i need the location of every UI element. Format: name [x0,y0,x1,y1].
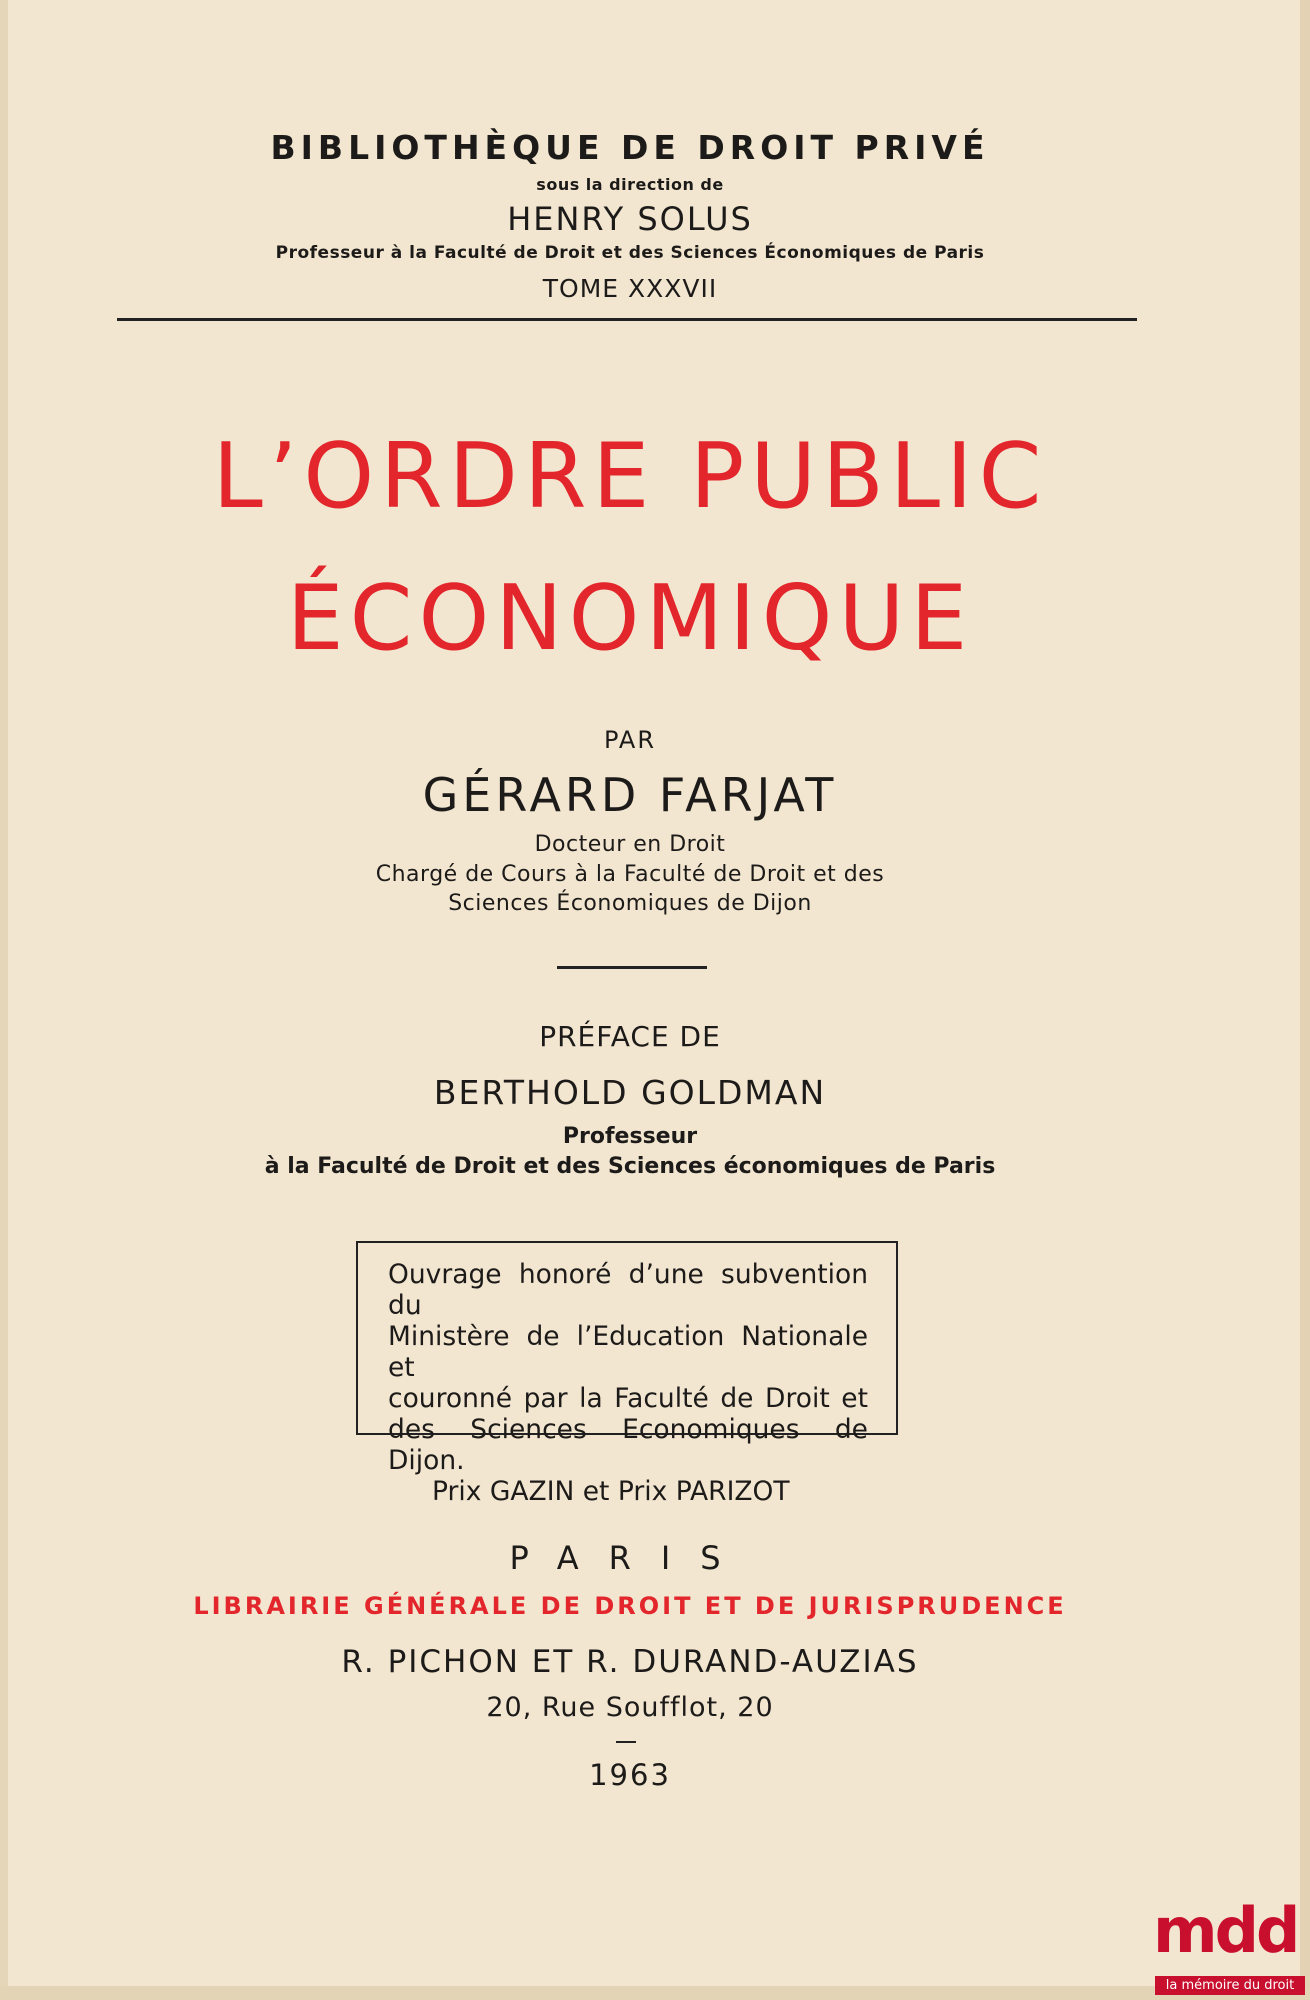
preface-label: PRÉFACE DE [539,1020,721,1053]
mdd-logo [1147,1896,1307,1996]
preface-author-role-2: à la Faculté de Droit et des Sciences économiques de Paris [264,1154,996,1179]
imprint-city: PARIS [509,1539,751,1577]
page-edge-bottom [0,1986,1310,2000]
header-divider [117,318,1137,321]
series-director: HENRY SOLUS [507,200,753,238]
award-box [356,1241,898,1507]
imprint-publisher: LIBRAIRIE GÉNÉRALE DE DROIT ET DE JURISPRUDENCE [193,1592,1067,1620]
logo-tagline: la mémoire du droit [1155,1976,1305,1995]
book-title-line2: ÉCONOMIQUE [286,566,974,671]
award-line: couronné par la Faculté de Droit et [388,1383,868,1414]
award-line: des Sciences Economiques de Dijon. [388,1414,868,1476]
preface-author-role-1: Professeur [562,1124,698,1149]
book-title-line1: L’ORDRE PUBLIC [212,424,1048,529]
direction-label: sous la direction de [536,175,724,194]
by-label: PAR [603,726,657,754]
imprint-address: 20, Rue Soufflot, 20 [486,1692,774,1723]
award-prizes: Prix GAZIN et Prix PARIZOT [432,1476,790,1507]
director-role: Professeur à la Faculté de Droit et des Sciences Économiques de Paris [275,243,985,263]
tome-number: TOME XXXVII [542,274,718,303]
page-edge-right [1300,0,1310,2000]
preface-author: BERTHOLD GOLDMAN [433,1073,827,1112]
author-divider [557,966,707,969]
award-line: Ministère de l’Education Nationale et [388,1321,868,1383]
author-role-3: Sciences Économiques de Dijon [448,891,812,916]
series-title: BIBLIOTHÈQUE DE DROIT PRIVÉ [270,128,990,167]
author-name: GÉRARD FARJAT [422,768,838,822]
author-role-2: Chargé de Cours à la Faculté de Droit et des [375,862,885,887]
publication-year: 1963 [589,1758,671,1792]
award-line: Ouvrage honoré d’une subvention du [388,1259,868,1321]
imprint-dash [616,1741,636,1743]
author-role-1: Docteur en Droit [534,832,726,857]
logo-text: mdd [1153,1894,1298,1967]
imprint-publisher-names: R. PICHON ET R. DURAND-AUZIAS [341,1644,919,1680]
